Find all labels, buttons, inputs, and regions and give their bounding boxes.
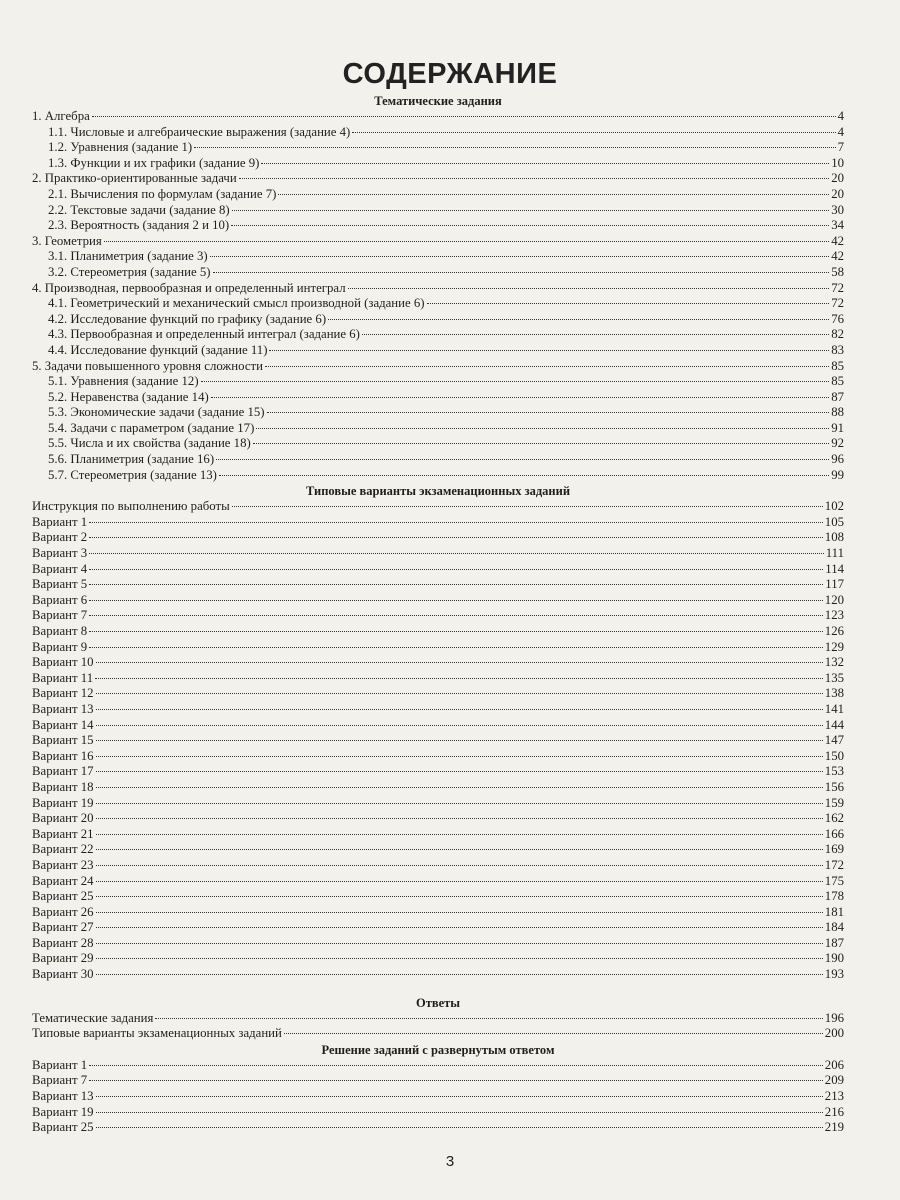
toc-entry <box>32 733 844 749</box>
dot-leader <box>96 756 823 757</box>
toc-entry-page: 193 <box>824 967 844 982</box>
dot-leader <box>284 1033 823 1034</box>
toc-entry-page: 178 <box>824 889 844 904</box>
dot-leader <box>96 693 823 694</box>
toc-entry-page: 20 <box>831 171 844 186</box>
toc-entry-page: 105 <box>824 514 844 529</box>
toc-entry <box>32 1011 844 1027</box>
toc-entry-page: 169 <box>824 842 844 857</box>
toc-entry-page: 184 <box>824 920 844 935</box>
toc-entry <box>32 593 844 609</box>
toc-entry <box>32 452 844 468</box>
toc-entry <box>32 1120 844 1136</box>
toc-entry-page: 42 <box>831 233 844 248</box>
toc-entry-page: 7 <box>837 140 844 155</box>
dot-leader <box>239 178 830 179</box>
toc-entry-label: Вариант 26 <box>32 904 94 919</box>
toc-entry-label: Вариант 30 <box>32 967 94 982</box>
toc-entry-page: 20 <box>831 186 844 201</box>
dot-leader <box>352 132 835 133</box>
toc-entry-label: Тематические задания <box>32 1010 154 1025</box>
toc-entry-label: Вариант 23 <box>32 857 94 872</box>
toc-entry-label: Вариант 4 <box>32 561 88 576</box>
dot-leader <box>96 865 823 866</box>
toc-entry <box>32 608 844 624</box>
dot-leader <box>269 350 829 351</box>
dot-leader <box>89 631 823 632</box>
toc-entry-label: 2.2. Текстовые задачи (задание 8) <box>48 202 230 217</box>
toc-entry-label: 1.3. Функции и их графики (задание 9) <box>48 155 260 170</box>
dot-leader <box>348 288 830 289</box>
toc-entry-label: Вариант 11 <box>32 670 94 685</box>
toc-entry-label: Вариант 20 <box>32 811 94 826</box>
toc-entry-page: 92 <box>831 436 844 451</box>
toc-entry-label: Вариант 2 <box>32 530 88 545</box>
dot-leader <box>96 740 823 741</box>
toc-entry-label: Вариант 24 <box>32 873 94 888</box>
toc-entry-page: 219 <box>824 1120 844 1135</box>
dot-leader <box>96 1112 823 1113</box>
toc-entry-label: Вариант 12 <box>32 686 94 701</box>
dot-leader <box>96 927 823 928</box>
toc-entry-page: 181 <box>824 904 844 919</box>
toc-entry-label: Типовые варианты экзаменационных заданий <box>32 1026 282 1041</box>
section-gap <box>32 983 844 995</box>
dot-leader <box>96 834 823 835</box>
toc-entry-label: 4.2. Исследование функций по графику (задание 6) <box>48 311 327 326</box>
toc-entry-page: 156 <box>824 779 844 794</box>
toc-entry <box>32 842 844 858</box>
toc-entry-page: 129 <box>824 639 844 654</box>
toc-entry-label: Вариант 8 <box>32 624 88 638</box>
section-heading: Ответы <box>415 995 461 1010</box>
toc-entry <box>32 140 844 156</box>
dot-leader <box>256 428 829 429</box>
toc-entry-label: Вариант 3 <box>32 546 88 561</box>
dot-leader <box>201 381 830 382</box>
toc-entry <box>32 546 844 562</box>
toc-entry-page: 175 <box>824 873 844 888</box>
toc-entry-label: Вариант 10 <box>32 655 94 670</box>
toc-entry-page: 153 <box>824 764 844 779</box>
toc-entry-page: 144 <box>824 717 844 732</box>
toc-entry-label: 4. Производная, первообразная и определенный интеграл <box>32 280 346 295</box>
toc-entry <box>32 203 844 219</box>
toc-entry-page: 126 <box>824 624 844 638</box>
page-title: СОДЕРЖАНИЕ <box>342 58 558 90</box>
toc-entry-page: 10 <box>831 155 844 170</box>
toc-entry-label: 5.5. Числа и их свойства (задание 18) <box>48 436 251 451</box>
dot-leader <box>194 147 835 148</box>
toc-entry-page: 42 <box>831 249 844 264</box>
toc-entry <box>32 951 844 967</box>
toc-entry <box>32 1105 844 1121</box>
toc-entry <box>32 436 844 452</box>
dot-leader <box>96 1127 823 1128</box>
toc-entry-page: 91 <box>831 420 844 435</box>
dot-leader <box>89 647 823 648</box>
toc-entry <box>32 749 844 765</box>
dot-leader <box>89 522 823 523</box>
toc-entry-label: Вариант 19 <box>32 1104 94 1119</box>
toc-entry-page: 172 <box>824 857 844 872</box>
toc-entry-label: Вариант 28 <box>32 935 94 950</box>
toc-entry-label: 3.2. Стереометрия (задание 5) <box>48 264 211 279</box>
toc-entry-label: Вариант 13 <box>32 1089 94 1104</box>
toc-entry-label: 1.2. Уравнения (задание 1) <box>48 140 193 155</box>
toc-entry <box>32 624 844 640</box>
dot-leader <box>267 412 830 413</box>
toc-entry-label: Вариант 29 <box>32 951 94 966</box>
toc-entry-label: Вариант 5 <box>32 577 88 592</box>
toc-entry-page: 30 <box>831 202 844 217</box>
toc-entry <box>32 562 844 578</box>
toc-entry-label: 2.1. Вычисления по формулам (задание 7) <box>48 186 277 201</box>
toc-entry-page: 159 <box>824 795 844 810</box>
toc-entry-label: 5.6. Планиметрия (задание 16) <box>48 452 215 467</box>
dot-leader <box>219 475 829 476</box>
toc-entry-label: 5. Задачи повышенного уровня сложности <box>32 358 263 373</box>
dot-leader <box>216 459 829 460</box>
section-heading: Типовые варианты экзаменационных заданий <box>305 484 571 499</box>
toc-entry-label: 2.3. Вероятность (задания 2 и 10) <box>48 218 230 233</box>
toc-entry-label: Вариант 1 <box>32 514 88 529</box>
toc-entry-page: 190 <box>824 951 844 966</box>
toc-entry-label: Вариант 25 <box>32 1120 94 1135</box>
toc-entry <box>32 312 844 328</box>
toc-entry <box>32 171 844 187</box>
toc-entry-page: 72 <box>831 280 844 295</box>
dot-leader <box>96 771 823 772</box>
toc-entry-label: 5.3. Экономические задачи (задание 15) <box>48 405 265 420</box>
toc-entry <box>32 109 844 125</box>
toc-entry-page: 58 <box>831 264 844 279</box>
toc-entry-page: 111 <box>825 546 844 561</box>
toc-entry-page: 213 <box>824 1089 844 1104</box>
toc-entry-page: 147 <box>824 733 844 748</box>
toc-entry-page: 102 <box>824 499 844 514</box>
toc-entry-page: 85 <box>831 358 844 373</box>
toc-entry <box>32 780 844 796</box>
toc-entry-label: Вариант 7 <box>32 608 88 623</box>
dot-leader <box>96 912 823 913</box>
dot-leader <box>265 366 829 367</box>
toc-entry <box>32 640 844 656</box>
dot-leader <box>95 678 823 679</box>
toc-entry-label: Вариант 9 <box>32 639 88 654</box>
toc-entry <box>32 1089 844 1105</box>
toc-entry-label: Вариант 21 <box>32 826 94 841</box>
toc-entry <box>32 1058 844 1074</box>
dot-leader <box>89 569 823 570</box>
toc-entry-page: 96 <box>831 452 844 467</box>
toc-entry <box>32 874 844 890</box>
toc-entry-label: Инструкция по выполнению работы <box>32 499 230 514</box>
toc-entry-page: 72 <box>831 296 844 311</box>
section-heading: Тематические задания <box>374 94 502 108</box>
dot-leader <box>96 881 823 882</box>
toc-entry-label: 2. Практико-ориентированные задачи <box>32 171 237 186</box>
toc-entry-label: 1.1. Числовые и алгебраические выражения (задание 4) <box>48 124 351 139</box>
toc-entry-label: Вариант 17 <box>32 764 94 779</box>
toc-entry <box>32 327 844 343</box>
dot-leader <box>96 818 823 819</box>
toc-entry-label: Вариант 13 <box>32 701 94 716</box>
dot-leader <box>104 241 829 242</box>
toc-entry-label: 5.1. Уравнения (задание 12) <box>48 374 199 389</box>
toc-entry <box>32 296 844 312</box>
dot-leader <box>96 709 823 710</box>
dot-leader <box>253 443 829 444</box>
toc-entry <box>32 827 844 843</box>
toc-entry-page: 120 <box>824 592 844 607</box>
dot-leader <box>96 787 823 788</box>
toc-entry-label: Вариант 1 <box>32 1057 88 1072</box>
toc-entry <box>32 390 844 406</box>
toc-entry <box>32 125 844 141</box>
toc-entry <box>32 374 844 390</box>
toc-entry-label: 1. Алгебра <box>32 109 90 123</box>
toc-entry <box>32 889 844 905</box>
toc-entry <box>32 920 844 936</box>
toc-entry-page: 135 <box>824 670 844 685</box>
dot-leader <box>96 803 823 804</box>
toc-entry <box>32 265 844 281</box>
toc-entry <box>32 359 844 375</box>
dot-leader <box>232 506 823 507</box>
toc-entry <box>32 249 844 265</box>
toc-entry-page: 196 <box>824 1010 844 1025</box>
toc-entry <box>32 234 844 250</box>
dot-leader <box>362 334 829 335</box>
toc-entry <box>32 530 844 546</box>
toc-entry-label: Вариант 18 <box>32 779 94 794</box>
dot-leader <box>210 256 830 257</box>
toc-entry-page: 209 <box>824 1073 844 1088</box>
toc-entry-page: 216 <box>824 1104 844 1119</box>
toc-entry-label: 3.1. Планиметрия (задание 3) <box>48 249 208 264</box>
toc-entry-label: Вариант 19 <box>32 795 94 810</box>
toc-entry-page: 99 <box>831 467 844 482</box>
toc-entry <box>32 515 844 531</box>
toc-entry-label: 5.7. Стереометрия (задание 13) <box>48 467 217 482</box>
dot-leader <box>96 943 823 944</box>
toc-entry-page: 34 <box>831 218 844 233</box>
toc-entry-page: 166 <box>824 826 844 841</box>
toc-entry-page: 114 <box>825 561 844 576</box>
toc-entry-label: 5.4. Задачи с параметром (задание 17) <box>48 420 255 435</box>
dot-leader <box>278 194 829 195</box>
toc-entry <box>32 858 844 874</box>
toc-entry-page: 162 <box>824 811 844 826</box>
dot-leader <box>213 272 830 273</box>
dot-leader <box>92 116 836 117</box>
toc-entry-page: 138 <box>824 686 844 701</box>
toc-entry <box>32 1073 844 1089</box>
dot-leader <box>232 210 830 211</box>
toc-entry <box>32 187 844 203</box>
dot-leader <box>89 553 824 554</box>
toc-entry-label: Вариант 6 <box>32 592 88 607</box>
toc-entry <box>32 405 844 421</box>
dot-leader <box>89 1065 823 1066</box>
toc-entry <box>32 281 844 297</box>
toc-entry <box>32 1026 844 1042</box>
dot-leader <box>261 163 829 164</box>
toc-entry-label: 4.4. Исследование функций (задание 11) <box>48 342 268 357</box>
toc-entry <box>32 218 844 234</box>
toc-entry-page: 141 <box>824 701 844 716</box>
toc-entry-page: 87 <box>831 389 844 404</box>
dot-leader <box>96 974 823 975</box>
dot-leader <box>328 319 829 320</box>
toc-entry-label: Вариант 16 <box>32 748 94 763</box>
dot-leader <box>96 958 823 959</box>
toc-entry-page: 132 <box>824 655 844 670</box>
dot-leader <box>89 584 823 585</box>
toc-entry-label: Вариант 27 <box>32 920 94 935</box>
toc-entry-label: Вариант 15 <box>32 733 94 748</box>
dot-leader <box>89 615 823 616</box>
dot-leader <box>96 662 823 663</box>
toc-entry-page: 123 <box>824 608 844 623</box>
toc-entry <box>32 499 844 515</box>
toc-entry <box>32 655 844 671</box>
toc-entry-page: 76 <box>831 311 844 326</box>
toc-entry-page: 117 <box>825 577 844 592</box>
dot-leader <box>427 303 830 304</box>
dot-leader <box>231 225 829 226</box>
dot-leader <box>96 725 823 726</box>
toc-entry-page: 200 <box>824 1026 844 1041</box>
toc-entry-label: Вариант 7 <box>32 1073 88 1088</box>
toc-entry <box>32 421 844 437</box>
toc-entry <box>32 811 844 827</box>
toc-entry <box>32 156 844 172</box>
dot-leader <box>155 1018 822 1019</box>
dot-leader <box>89 537 823 538</box>
toc-entry-page: 4 <box>837 109 844 123</box>
toc-entry-label: 4.3. Первообразная и определенный интеграл (задание 6) <box>48 327 360 342</box>
toc-entry <box>32 905 844 921</box>
toc-entry-page: 4 <box>837 124 844 139</box>
toc-entry-page: 82 <box>831 327 844 342</box>
toc-entry-label: 5.2. Неравенства (задание 14) <box>48 389 209 404</box>
toc-entry-label: 3. Геометрия <box>32 233 102 248</box>
toc-entry <box>32 702 844 718</box>
page-number: 3 <box>445 1153 455 1170</box>
toc-entry-label: Вариант 25 <box>32 889 94 904</box>
toc-entry-page: 83 <box>831 342 844 357</box>
toc-entry-page: 187 <box>824 935 844 950</box>
dot-leader <box>96 849 823 850</box>
dot-leader <box>96 896 823 897</box>
toc-entry <box>32 686 844 702</box>
dot-leader <box>89 600 823 601</box>
toc-entry <box>32 468 844 484</box>
dot-leader <box>96 1096 823 1097</box>
toc-entry <box>32 936 844 952</box>
toc-entry <box>32 764 844 780</box>
toc-entry-label: 4.1. Геометрический и механический смысл производной (задание 6) <box>48 296 425 311</box>
toc-entry <box>32 577 844 593</box>
toc-entry-page: 108 <box>824 530 844 545</box>
toc-entry-page: 88 <box>831 405 844 420</box>
toc-entry-label: Вариант 22 <box>32 842 94 857</box>
toc-entry-label: Вариант 14 <box>32 717 94 732</box>
section-heading: Решение заданий с развернутым ответом <box>321 1042 555 1057</box>
toc-entry-page: 206 <box>824 1057 844 1072</box>
toc-entry <box>32 671 844 687</box>
toc-entry-page: 150 <box>824 748 844 763</box>
toc-entry <box>32 718 844 734</box>
dot-leader <box>211 397 829 398</box>
table-of-contents <box>32 93 844 1136</box>
toc-entry-page: 85 <box>831 374 844 389</box>
toc-entry <box>32 967 844 983</box>
toc-entry <box>32 343 844 359</box>
toc-entry <box>32 796 844 812</box>
dot-leader <box>89 1080 823 1081</box>
